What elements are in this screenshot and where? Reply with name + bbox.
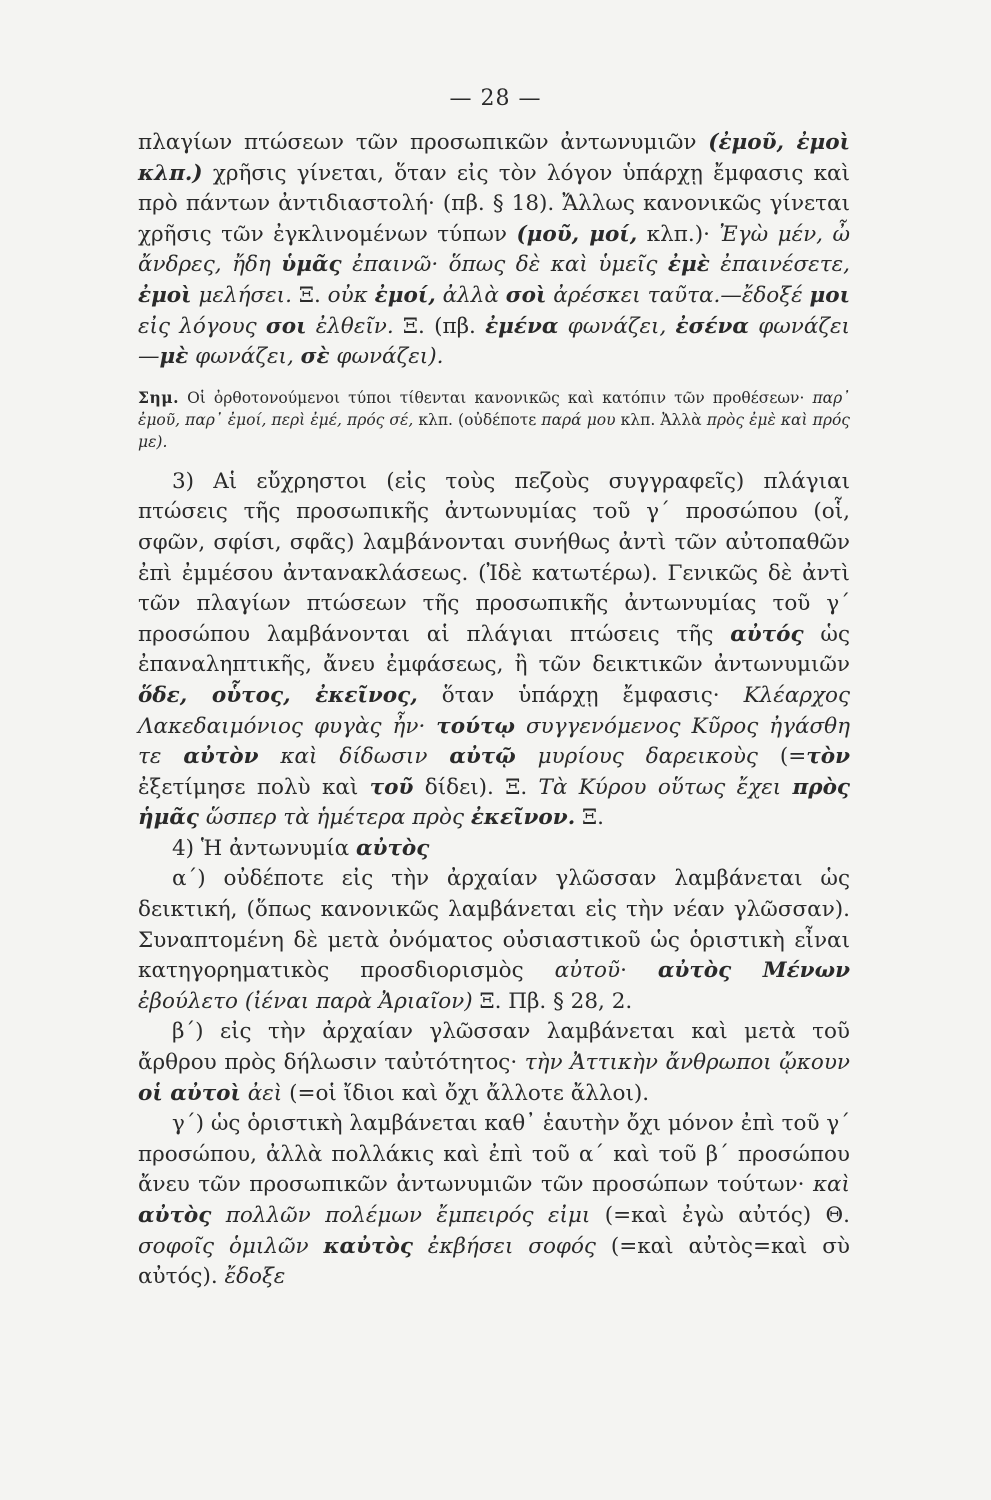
paragraph-4a — [138, 864, 850, 1017]
note-label: Σημ. — [138, 387, 179, 407]
emphasis: ἐκεῖνον. — [470, 805, 576, 831]
paragraph-continuation — [138, 128, 850, 373]
text-run: Ξ. — [291, 282, 328, 308]
text-run: (=καὶ αὐτὸς=καὶ σὺ αὐτός). — [138, 1233, 850, 1290]
text-run: ὅταν ὑπάρχῃ ἔμφασις· — [417, 682, 744, 708]
text-run: · — [620, 958, 658, 984]
text-run: δίδει). Ξ. — [413, 774, 539, 800]
emphasis: αὐτὸς — [355, 835, 430, 861]
example-text: συγγενόμενος Κῦρος ἠγάσθη τε — [138, 713, 850, 770]
emphasis: καὐτὸς — [323, 1233, 413, 1259]
example-text: Ἐγὼ μέν, ὦ ἄνδρες, ἤδη — [138, 221, 851, 278]
paragraph-3 — [138, 467, 850, 834]
text-run: (=καὶ ἐγὼ αὐτός) Θ. — [590, 1203, 850, 1228]
example-text: ἐκβήσει σοφός — [412, 1233, 596, 1259]
text-run: ἐξετίμησε πολὺ καὶ — [138, 774, 370, 800]
example-text: τὴν Ἀττικὴν ἄνθρωποι ᾤκουν — [524, 1050, 850, 1076]
text-run: χρῆσις γίνεται, ὅταν εἰς τὸν λόγον ὑπάρχῃ ἔμφασις καὶ πρὸ πάντων ἀντιδιαστολή· (πβ. § 18). Ἄλλως κανονικῶς γίνεται χρῆσις τῶν ἐγκλινομένων τύπων — [138, 160, 850, 247]
page-number: — 28 — — [449, 86, 542, 111]
text-run: Ξ. (πβ. — [393, 313, 486, 339]
emphasis: μοι — [809, 282, 850, 308]
text-run: κλπ. (οὐδέποτε — [413, 410, 542, 429]
emphasis: (μοῦ, μοί, — [516, 221, 638, 247]
text-run: α΄) οὐδέποτε εἰς τὴν ἀρχαίαν γλῶσσαν λαμβάνεται ὡς δεικτική, (ὅπως κανονικῶς λαμβάνεται εἰς τὴν νέαν γλῶσσαν). Συναπτομένη δὲ μετὰ ὀνόματος οὐσιαστικοῦ ὡς ὁριστικὴ εἶναι κατηγορηματικὸς προσδιορισμὸς — [138, 866, 850, 984]
text-run: (=οἱ ἴδιοι καὶ ὄχι ἄλλοτε ἄλλοι). — [282, 1080, 650, 1106]
emphasis: τὸν — [806, 744, 850, 770]
page-body — [138, 128, 850, 1293]
example-text: φωνάζει, — [558, 313, 676, 339]
paragraph-4b — [138, 1017, 850, 1109]
emphasis: σὲ — [300, 344, 330, 370]
text-run: 3) Αἱ εὔχρηστοι (εἰς τοὺς πεζοὺς συγγραφεῖς) πλάγιαι πτώσεις τῆς προσωπικῆς ἀντωνυμίας τοῦ γ΄ προσώπου (οἷ, σφῶν, σφίσι, σφᾶς) λαμβάνονται συνήθως ἀντὶ τῶν αὐτοπαθῶν ἐπὶ ἐμμέσου ἀντανακλάσεως. (Ἰδὲ κατωτέρω). Γενικῶς δὲ ἀντὶ τῶν πλαγίων πτώσεων τῆς προσωπικῆς ἀντωνυμίας τοῦ γ΄ προσώπου λαμβάνονται αἱ πλάγιαι πτώσεις τῆς — [138, 468, 850, 647]
example-text: ἀεὶ — [240, 1080, 283, 1106]
emphasis: αὐτὸς Μένων — [657, 958, 850, 984]
example-text: μυρίους δαρεικοὺς — [515, 744, 758, 770]
example-text: μελήσει. — [191, 282, 292, 308]
paragraph-4-heading — [138, 834, 850, 865]
paragraph-4c — [138, 1109, 850, 1293]
text-run: Ξ. Πβ. § 28, 2. — [472, 988, 633, 1014]
emphasis: τοῦ — [369, 774, 414, 800]
emphasis: ἐμοὶ — [138, 282, 192, 308]
emphasis: σοι — [265, 313, 307, 339]
example-text: ἔδοξε — [224, 1264, 286, 1290]
example-text: Κλέαρχος Λακεδαιμόνιος φυγὰς ἦν· — [138, 682, 850, 739]
emphasis: ἐμὲ — [667, 252, 710, 278]
example-text: φωνάζει, — [188, 344, 301, 370]
emphasis: σοὶ — [505, 282, 547, 308]
example-text: πολλῶν πολέμων ἔμπειρός εἰμι — [211, 1203, 591, 1228]
emphasis: αὐτὸς — [138, 1203, 212, 1228]
example-text: πρὸς ἐμὲ καὶ πρός με). — [138, 410, 850, 451]
example-text: ἀλλὰ — [435, 282, 506, 308]
text-run: κλπ. Ἀλλὰ — [615, 410, 707, 429]
example-text: ἐλθεῖν. — [306, 313, 394, 339]
example-text: φωνάζει). — [329, 344, 444, 370]
text-run: κλπ.)· — [637, 221, 720, 247]
emphasis: αὐτῷ — [449, 744, 516, 770]
text-run: 4) Ἡ ἀντωνυμία — [172, 835, 356, 861]
example-text: καὶ — [812, 1172, 850, 1198]
example-text: ἐβούλετο (ἰέναι παρὰ Ἀριαῖον) — [138, 988, 473, 1014]
note-paragraph — [138, 387, 850, 453]
example-text: παρ᾽ ἐμοῦ, παρ᾽ ἐμοί, περὶ ἐμέ, πρός σέ, — [138, 388, 850, 429]
text-run: Ξ. — [575, 805, 604, 831]
emphasis: τούτῳ — [436, 713, 515, 739]
text-run: γ΄) ὡς ὁριστικὴ λαμβάνεται καθ᾽ ἑαυτὴν ὄχι μόνον ἐπὶ τοῦ γ΄ προσώπου, ἀλλὰ πολλάκις καὶ ἐπὶ τοῦ α΄ καὶ τοῦ β΄ προσώπου ἄνευ τῶν προσωπικῶν ἀντωνυμιῶν τῶν προσώπων τούτων· — [138, 1111, 850, 1198]
example-text: αὐτοῦ — [554, 958, 621, 984]
example-text: εἰς λόγους — [138, 313, 266, 339]
example-text: φωνάζει— — [138, 313, 850, 370]
example-text: Τὰ Κύρου οὕτως ἔχει — [538, 774, 793, 800]
example-text: ἐπαινέσετε, — [709, 252, 850, 278]
example-text: ὥσπερ τὰ ἡμέτερα πρὸς — [199, 805, 471, 831]
emphasis: αὐτὸν — [183, 744, 259, 770]
text-run: (= — [757, 744, 807, 770]
emphasis: (ἐμοῦ, ἐμοὶ κλπ.) — [138, 130, 850, 186]
example-text: καὶ δίδωσιν — [258, 744, 450, 770]
example-text: παρά μου — [541, 410, 616, 429]
emphasis: πρὸς ἡμᾶς — [138, 774, 850, 831]
emphasis: ὅδε, οὗτος, ἐκεῖνος, — [138, 682, 418, 708]
emphasis: ἐμένα — [485, 313, 559, 339]
example-text: ἀρέσκει ταῦτα.—ἔδοξέ — [546, 282, 810, 308]
example-text: ἐπαινῶ· ὅπως δὲ καὶ ὑμεῖς — [341, 252, 668, 278]
emphasis: αὐτός — [730, 621, 804, 647]
emphasis: ἐσένα — [675, 313, 749, 339]
emphasis: μὲ — [159, 344, 189, 370]
emphasis: ἐμοί, — [374, 282, 436, 308]
emphasis: οἱ αὐτοὶ — [138, 1080, 241, 1106]
example-text: οὐκ — [327, 282, 375, 308]
text-run: β΄) εἰς τὴν ἀρχαίαν γλῶσσαν λαμβάνεται καὶ μετὰ τοῦ ἄρθρου πρὸς δήλωσιν ταὐτότητος· — [138, 1019, 850, 1076]
text-run: Οἱ ὀρθοτονούμενοι τύποι τίθενται κανονικῶς καὶ κατόπιν τῶν προθέσεων· — [178, 388, 813, 407]
text-run: πλαγίων πτώσεων τῶν προσωπικῶν ἀντωνυμιῶν — [138, 130, 709, 155]
example-text: σοφοῖς ὁμιλῶν — [138, 1233, 324, 1259]
emphasis: ὑμᾶς — [281, 252, 342, 278]
text-run: ὡς ἐπαναληπτικῆς, ἄνευ ἐμφάσεως, ἢ τῶν δεικτικῶν ἀντωνυμιῶν — [138, 621, 850, 678]
